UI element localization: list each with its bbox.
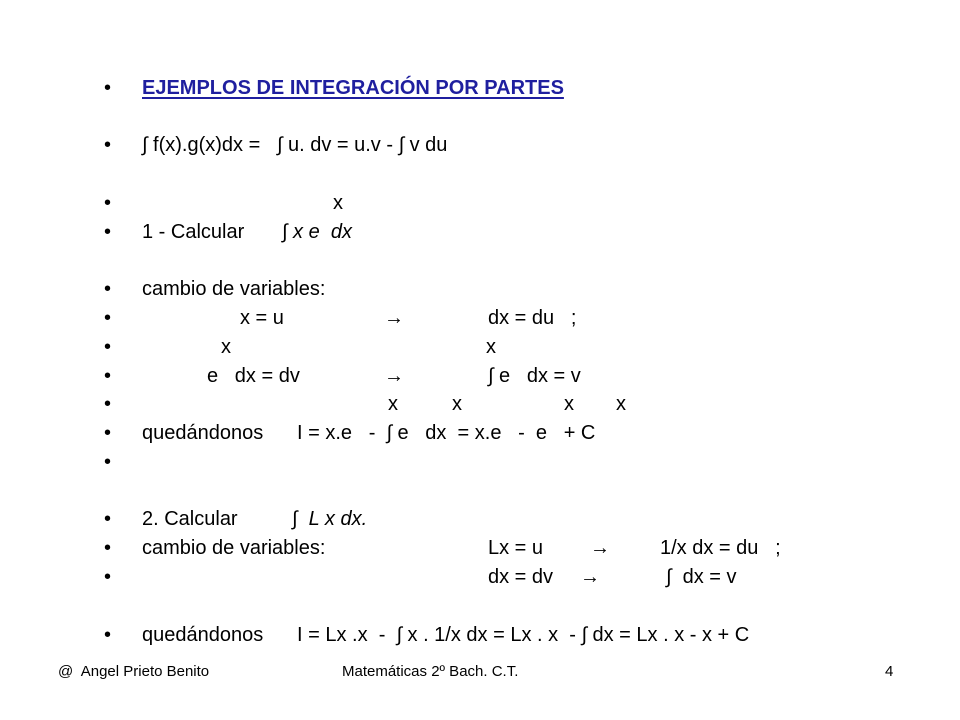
footer-page-number: 4	[885, 663, 894, 680]
footer-course: Matemáticas 2º Bach. C.T.	[342, 663, 519, 680]
sub-u: x = u	[240, 307, 284, 329]
bullet-15: •	[104, 624, 112, 646]
result-2-expression: I = Lx .x - ∫ x . 1/x dx = Lx . x - ∫ dx = Lx . x - x + C	[297, 624, 750, 646]
ex1-integral: ∫ x e dx	[282, 221, 352, 243]
bullet-3: •	[104, 192, 112, 214]
arrow-icon: →	[590, 537, 610, 559]
parts-formula: ∫ f(x).g(x)dx = ∫ u. dv = u.v - ∫ v du	[142, 134, 448, 156]
sub-v: ∫ e dx = v	[488, 365, 581, 387]
bullet-8: •	[104, 365, 112, 387]
exp-a: x	[388, 393, 398, 415]
sub-dv: e dx = dv	[207, 365, 300, 387]
result-2-label: quedándonos	[142, 624, 264, 646]
footer-author: @ Angel Prieto Benito	[58, 663, 210, 680]
exp-dv: x	[221, 336, 231, 358]
bullet-6: •	[104, 307, 112, 329]
ex1-exponent: x	[333, 192, 343, 214]
sub2-dv: dx = dv	[488, 566, 554, 588]
bullet-10: •	[104, 422, 112, 444]
slide-title: EJEMPLOS DE INTEGRACIÓN POR PARTES	[142, 77, 564, 99]
bullet-2: •	[104, 134, 112, 156]
bullet-1: •	[104, 77, 112, 99]
result-1-label: quedándonos	[142, 422, 264, 444]
exp-d: x	[616, 393, 626, 415]
bullet-7: •	[104, 336, 112, 358]
arrow-icon: →	[580, 566, 600, 588]
bullet-9: •	[104, 393, 112, 415]
bullet-13: •	[104, 537, 112, 559]
ex2-label: 2. Calcular	[142, 508, 238, 530]
arrow-icon: →	[384, 365, 404, 387]
bullet-4: •	[104, 221, 112, 243]
bullet-14: •	[104, 566, 112, 588]
arrow-icon: →	[384, 307, 404, 329]
change-of-variables-label: cambio de variables:	[142, 278, 326, 300]
exp-v: x	[486, 336, 496, 358]
sub2-u: Lx = u	[488, 537, 544, 559]
exp-b: x	[452, 393, 462, 415]
sub2-du: 1/x dx = du ;	[660, 537, 781, 559]
ex2-integral: ∫ L x dx.	[292, 508, 368, 530]
sub-du: dx = du ;	[488, 307, 577, 329]
exp-c: x	[564, 393, 574, 415]
bullet-12: •	[104, 508, 112, 530]
bullet-11: •	[104, 451, 112, 473]
result-1-expression: I = x.e - ∫ e dx = x.e - e + C	[297, 422, 596, 444]
sub2-v: ∫ dx = v	[666, 566, 737, 588]
ex1-label: 1 - Calcular	[142, 221, 245, 243]
change-of-variables-label-2: cambio de variables:	[142, 537, 326, 559]
bullet-5: •	[104, 278, 112, 300]
